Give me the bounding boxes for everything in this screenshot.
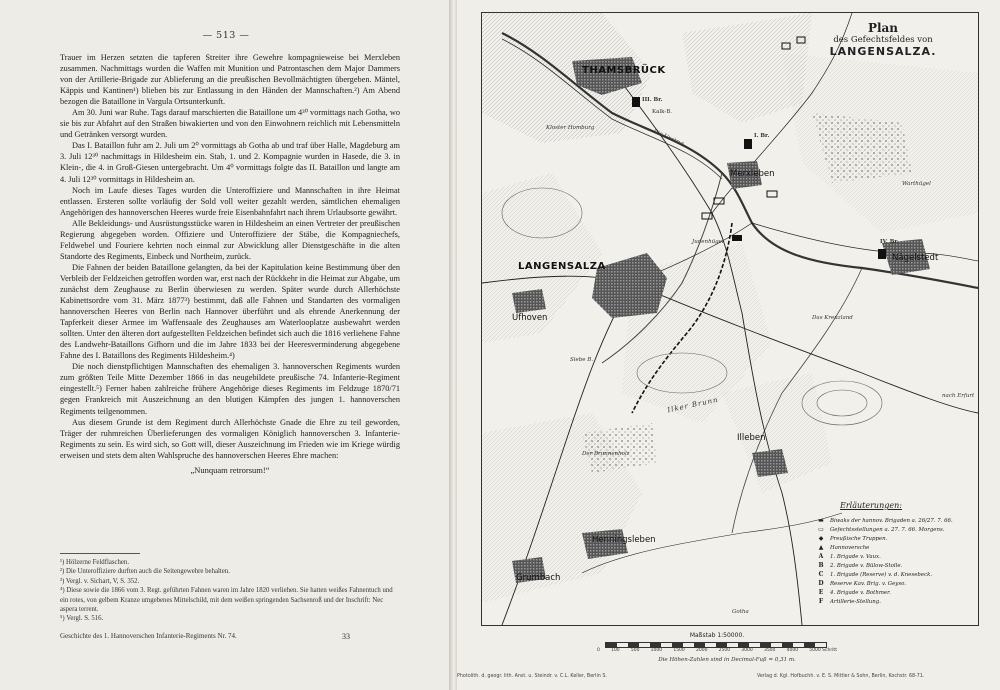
town-illeben [752, 449, 788, 477]
bivouac-marker [732, 235, 742, 241]
legend-row [812, 597, 979, 606]
place-grumbach: Grumbach [516, 573, 561, 583]
legend-text: 1. Brigade v. Vaux. [830, 553, 881, 560]
footnote: ²) Die Unteroffiziere durften auch die Seitengewehre behalten. [60, 568, 230, 576]
label-unstrut: Die Unstrut [652, 128, 685, 148]
place-illeben: Illeben [737, 433, 766, 443]
label-brigade-4: IV. Br. [880, 239, 899, 245]
place-thamsbrueck: THAMSBRÜCK [582, 65, 666, 76]
place-kreuzland: Das Kreuzland [812, 315, 853, 321]
legend-symbol: E [818, 589, 824, 596]
paragraph: Noch im Laufe dieses Tages wurden die Unteroffiziere und Mannschaften in ihre Heimat entlassen. Ersteren sollte vorläufig der Sold voll weiter gezahlt werden, sämtlichen ehemaligen Angehörigen des hannoverschen Heeres wurde freie Eisenbahnfahrt nach ihrem Urlaubsorte gewährt. [60, 185, 400, 217]
legend-text: Gefechtsstellungen a. 27. 7. 66. Morgens. [830, 526, 945, 533]
legend-text: 2. Brigade v. Bülow-Stolle. [830, 562, 903, 569]
legend-row [812, 552, 979, 561]
page-footer [60, 632, 400, 640]
footnote-rule [60, 553, 140, 554]
map-title-line2: des Gefechtsfeldes von [833, 35, 933, 45]
legend-row [812, 525, 979, 534]
legend-row [812, 534, 979, 543]
label-gotha: Gotha [732, 609, 749, 615]
label-erfurt: nach Erfurt [942, 393, 975, 399]
paragraph: Am 30. Juni war Ruhe. Tags darauf marschierten die Bataillone um 4³⁰ vormittags nach Gotha, wo sie bis zur Abfahrt auf den Straßen biwakierten und von den Einwohnern reichlich mit Lebensmitteln und Getränken versorgt wurden. [60, 108, 400, 140]
place-henningsleben: Henningsleben [592, 535, 656, 545]
legend-row [812, 588, 979, 597]
bivouac-marker [744, 139, 752, 149]
book-gutter [449, 0, 457, 690]
label-brigade-3: III. Br. [642, 97, 663, 103]
scale-tick: 2000 [695, 648, 708, 653]
place-brunnenholz: Der Brunnenholz [582, 451, 630, 457]
paragraph: Aus diesem Grunde ist dem Regiment durch Allerhöchste Gnade die Ehre zu teil geworden, Träger der ruhmreichen Überlieferungen des vormaligen Königlich hannoverschen 3. Infanterie-Regiments zu sein. Es wird sich, so Gott will, dieser Auszeichnung im Frieden wie im Kriege würdig erweisen und stets dem alten Wahlspruche des hannoverschen Heeres Ehre machen: [60, 417, 400, 460]
scale-tick: 500 [630, 648, 640, 653]
legend-symbol: ▬ [818, 517, 824, 524]
scale-ticks [597, 648, 837, 653]
place-ilkerbrunn: Ilker Brunn [666, 395, 720, 415]
legend-symbol: C [818, 571, 824, 578]
left-page [0, 0, 452, 690]
legend-symbol: B [818, 562, 824, 569]
place-warthuegel: Warthügel [902, 181, 931, 187]
footnote: ⁴) Diese sowie die 1866 vom 3. Regt. geführten Fahnen waren im Jahre 1820 verliehen. Sie hatten weißes Fahnentuch und ein rotes, von gelbem Kranze umgebenes Mittelschild, mit dem weißen springenden Sachsenroß und der Inschrift: Nec aspera terrent. [60, 587, 393, 614]
battle-map [481, 12, 979, 626]
place-ufhoven: Ufhoven [512, 313, 548, 323]
scale-note: Die Höhen-Zahlen sind in Decimal-Fuß = 0,31 m. [658, 657, 796, 663]
legend-symbol: ▭ [818, 526, 824, 533]
scale-tick: 3000 [741, 648, 753, 653]
paragraph: Die noch dienstpflichtigen Mannschaften des ehemaligen 3. hannoverschen Regiments wurden zum größten Teile Mitte Dezember 1866 in das neugebildete preußische 74. Infanterie-Regiment eingestellt.⁵) Ferner haben zahlreiche frühere Angehörige dieses Regiments im Feldzuge 1870/71 gegen Frankreich mit Auszeichnung an den blutigen Kämpfen des jungen 1. hannoverschen Regiments teilgenommen. [60, 362, 400, 416]
scale-tick: 1000 [650, 648, 663, 653]
footnote: ³) Vergl. v. Sichart, V, S. 352. [60, 577, 140, 585]
footnote: ⁵) Vergl. S. 516. [60, 615, 104, 623]
legend-text: Biwaks der hannov. Brigaden a. 26/27. 7. 66. [830, 517, 953, 524]
road [752, 223, 978, 261]
map-title-line1: Plan [867, 21, 899, 35]
right-page [457, 0, 1000, 690]
place-langensalza: LANGENSALZA [518, 261, 606, 272]
legend-row [812, 561, 979, 570]
place-kloster-homburg: Kloster Homburg [546, 125, 595, 131]
scale-tick: 3500 [763, 648, 776, 653]
legend-text: 1. Brigade (Reserve) v. d. Knesebeck. [830, 571, 933, 578]
paragraph: Das I. Bataillon fuhr am 2. Juli um 2⁰ vormittags ab Gotha ab und traf über Halle, Magdeburg am 3. Juli 12³⁰ nachmittags in Hildesheim ein. Stab, 1. und 2. Kompagnie wurden in Hasede, die 3. in Klein-, die 4. in Groß-Giesen untergebracht. Um 4⁰ vormittags folgte das II. Bataillon und langte am 4. Juli 12³⁰ vormittags in Hildesheim an. [60, 141, 400, 184]
label-brigade-1: I. Br. [754, 133, 770, 139]
scale-tick: 4000 [786, 648, 799, 653]
legend-row [812, 543, 979, 552]
legend-heading: Erläuterungen: [840, 501, 902, 510]
paragraph: Die Fahnen der beiden Bataillone gelangten, da bei der Kapitulation keine Bestimmung über den Verbleib der Feldzeichen getroffen worden war, erst nach der Rückkehr in die Heimat zur Abgabe, um zunächst dem Zeughause zu Berlin überwiesen zu werden. Später wurde durch Allerhöchste Kabinettsordre vom 31. März 1877³) bestimmt, daß alle Fahnen und Standarten des vormaligen hannoverschen Heeres von Berlin nach Hannover überführt und als ehrende Anerkennung der Tapferkeit dieser Armee im Waffensaale des Zeughauses am Waterlooplatze ausbewahrt werden sollten. Unter den älteren dort aufgestellten Feldzeichen befindet sich auch die 1816 verliehene Fahne des Landwehr-Bataillons Gifhorn und die im Jahre 1833 bei der Heeresverminderung abgegebene Fahne des I. Bataillons des Regiments Hildesheim.⁴) [60, 262, 400, 361]
map-title-line3: LANGENSALZA. [829, 45, 937, 58]
bivouac-marker [632, 97, 640, 107]
legend-text: Preußische Truppen. [830, 535, 888, 542]
scale-label: Maßstab 1:50000. [689, 632, 745, 639]
footnotes [60, 558, 400, 624]
position-marker [714, 198, 724, 204]
page-number: — 513 — [202, 30, 250, 41]
paragraph: Trauer im Herzen setzten die tapferen Streiter ihre Gewehre kompagnieweise bei Merxleben zusammen. Nachmittags wurden die Waffen mit Munition und Patrontaschen dem Major Dammers von der Artillerie-Brigade zur Ablieferung an die preußischen Bevollmächtigten übergeben. Mäntel, Käppis und Kantinen¹) blieben bis zur Entlassung in den Händen der Mannschaften.²) Am Abend bezogen die Bataillone in Vargula Ortsunterkunft. [60, 53, 400, 107]
bivouac-marker [878, 249, 886, 259]
scale-tick: 1500 [673, 648, 685, 653]
place-naegelstedt: Nägelstedt [892, 253, 939, 263]
legend-symbol: F [818, 598, 824, 605]
place-judenhuegel: Judenhügel [692, 239, 724, 245]
legend-symbol: A [818, 553, 824, 560]
legend-symbol: D [818, 580, 824, 587]
legend-text: Hannoversche [830, 544, 870, 551]
legend-row [812, 570, 979, 579]
place-merxleben: Merxleben [730, 169, 775, 179]
legend-symbol: ▲ [818, 544, 824, 551]
motto: „Nunquam retrorsum!“ [190, 464, 270, 475]
printer-credit: Photolith. d. geogr. lith. Anst. u. Steindr. v. C.L. Keller, Berlin S. [457, 674, 607, 679]
town-ufhoven [512, 289, 546, 313]
paragraph: Alle Bekleidungs- und Ausrüstungsstücke waren in Hildesheim an einen Vertreter der preußischen Regierung abgegeben worden. Offiziere und Unteroffiziere der Stäbe, die Kompagniechefs, Feldwebel und Fouriere kehrten noch einmal zur Abwicklung aller Dienstgeschäfte in die alten Standorte des Regiments, Einbeck und Northeim, zurück. [60, 218, 400, 261]
map-legend [812, 501, 979, 606]
scale-tick: 5000 Schritt [809, 648, 837, 653]
place-siebe-b: Siebe B. [570, 357, 594, 363]
publisher-credit: Verlag d. Kgl. Hofbuchh. v. E. S. Mittler & Sohn, Berlin, Kochstr. 68-71. [757, 674, 925, 679]
scale-tick: 100 [611, 648, 620, 653]
place-kalkberg: Kalk-B. [652, 109, 673, 115]
legend-symbol: ◆ [818, 535, 824, 542]
legend-text: Artillerie-Stellung. [830, 598, 881, 605]
body-text [60, 52, 400, 476]
legend-row [812, 579, 979, 588]
legend-row [812, 516, 979, 525]
position-marker [767, 191, 777, 197]
scale-tick: 0 [597, 648, 600, 653]
footnote: ¹) Hölzerne Feldflaschen. [60, 559, 130, 566]
map-title [818, 21, 948, 58]
footer-title: Geschichte des 1. Hannoverschen Infanterie-Regiments Nr. 74. [60, 632, 237, 640]
legend-text: Reserve Kav. Brig. v. Geyso. [830, 580, 906, 587]
legend-text: 4. Brigade v. Bothmer. [830, 589, 891, 596]
hill-contour [817, 390, 867, 416]
footer-page-number: 33 [342, 632, 350, 641]
scale-tick: 2500 [718, 648, 731, 653]
